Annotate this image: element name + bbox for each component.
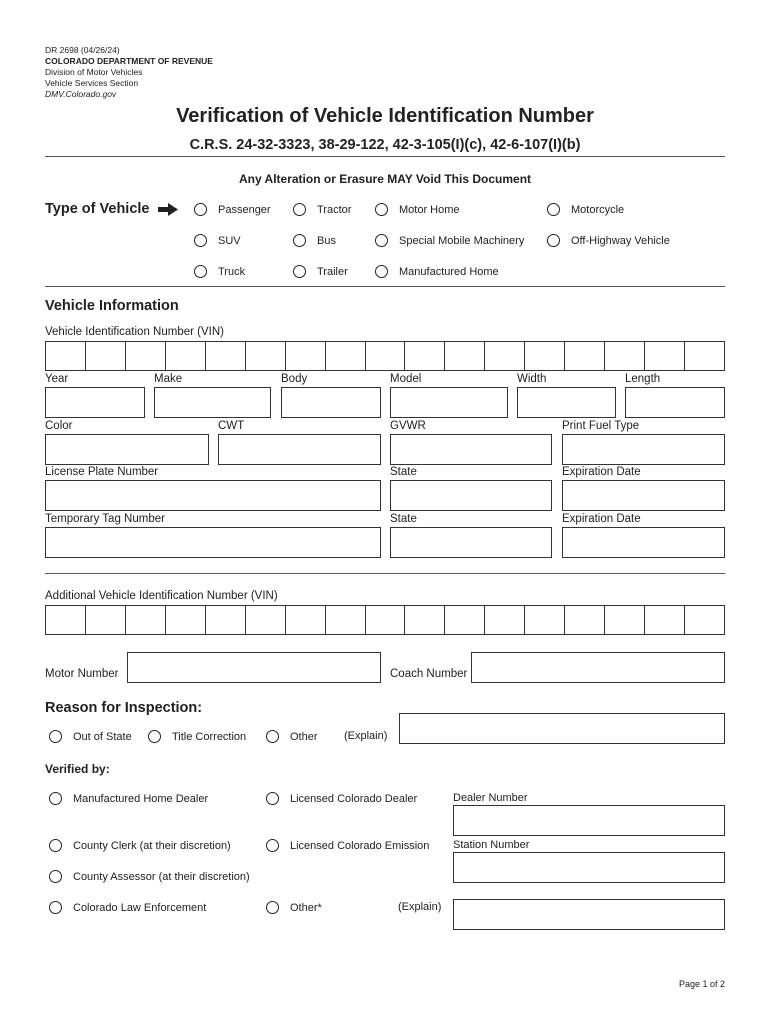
length-input[interactable] — [625, 387, 725, 418]
motor-number-input[interactable] — [127, 652, 381, 683]
manufactured-home-dealer-label: Manufactured Home Dealer — [73, 793, 209, 805]
model-label: Model — [390, 373, 422, 385]
radio-verified-other[interactable] — [266, 901, 279, 914]
option-off-highway-vehicle-label: Off-Highway Vehicle — [571, 235, 670, 247]
radio-licensed-emission[interactable] — [266, 839, 279, 852]
temp-tag-label: Temporary Tag Number — [45, 513, 165, 525]
reason-explain-input[interactable] — [399, 713, 725, 744]
coach-number-input[interactable] — [471, 652, 725, 683]
law-enforcement-label: Colorado Law Enforcement — [73, 902, 207, 914]
radio-county-clerk[interactable] — [49, 839, 62, 852]
plate-input[interactable] — [45, 480, 381, 511]
radio-law-enforcement[interactable] — [49, 901, 62, 914]
licensed-dealer-label: Licensed Colorado Dealer — [290, 793, 418, 805]
statutes: C.R.S. 24-32-3323, 38-29-122, 42-3-105(I)(c), 42-6-107(I)(b) — [189, 137, 581, 153]
radio-truck[interactable] — [194, 265, 207, 278]
gvwr-label: GVWR — [390, 420, 426, 432]
body-label: Body — [281, 373, 308, 385]
option-bus-label: Bus — [317, 235, 336, 247]
radio-manufactured-home[interactable] — [375, 265, 388, 278]
length-label: Length — [625, 373, 661, 385]
radio-out-of-state[interactable] — [49, 730, 62, 743]
page-title: Verification of Vehicle Identification Number — [176, 105, 594, 127]
reason-other-label: Other — [290, 731, 318, 743]
verified-explain-input[interactable] — [453, 899, 725, 930]
option-passenger-label: Passenger — [218, 204, 271, 216]
radio-passenger[interactable] — [194, 203, 207, 216]
cwt-input[interactable] — [218, 434, 381, 465]
fuel-type-input[interactable] — [562, 434, 725, 465]
option-special-mobile-machinery-label: Special Mobile Machinery — [399, 235, 525, 247]
option-motorcycle-label: Motorcycle — [571, 204, 625, 216]
color-label: Color — [45, 420, 73, 432]
make-label: Make — [154, 373, 183, 385]
plate-state-label: State — [390, 466, 417, 478]
section-name: Vehicle Services Section — [45, 78, 139, 88]
option-trailer-label: Trailer — [317, 266, 348, 278]
website-link[interactable]: DMV.Colorado.gov — [45, 89, 117, 99]
plate-expiration-label: Expiration Date — [562, 466, 641, 478]
radio-manufactured-home-dealer[interactable] — [49, 792, 62, 805]
make-input[interactable] — [154, 387, 271, 418]
radio-title-correction[interactable] — [148, 730, 161, 743]
radio-bus[interactable] — [293, 234, 306, 247]
vin-label: Vehicle Identification Number (VIN) — [45, 326, 224, 338]
cwt-label: CWT — [218, 420, 245, 432]
reason-heading: Reason for Inspection: — [45, 700, 203, 716]
fuel-type-label: Print Fuel Type — [562, 420, 640, 432]
option-motor-home-label: Motor Home — [399, 204, 460, 216]
vin-input-grid[interactable] — [45, 341, 725, 371]
motor-number-label: Motor Number — [45, 668, 119, 680]
radio-reason-other[interactable] — [266, 730, 279, 743]
model-input[interactable] — [390, 387, 508, 418]
temp-tag-expiration-input[interactable] — [562, 527, 725, 558]
temp-tag-input[interactable] — [45, 527, 381, 558]
dealer-number-input[interactable] — [453, 805, 725, 836]
station-number-label: Station Number — [453, 839, 530, 851]
arrow-right-icon — [158, 203, 178, 216]
radio-licensed-dealer[interactable] — [266, 792, 279, 805]
option-tractor-label: Tractor — [317, 204, 352, 216]
dealer-number-label: Dealer Number — [453, 792, 528, 804]
radio-suv[interactable] — [194, 234, 207, 247]
verified-explain-label: (Explain) — [398, 901, 442, 913]
additional-vin-input-grid[interactable] — [45, 605, 725, 635]
reason-out-of-state-label: Out of State — [73, 731, 132, 743]
divider — [45, 286, 725, 287]
radio-tractor[interactable] — [293, 203, 306, 216]
vehicle-info-heading: Vehicle Information — [45, 298, 179, 314]
plate-expiration-input[interactable] — [562, 480, 725, 511]
year-input[interactable] — [45, 387, 145, 418]
county-clerk-label: County Clerk (at their discretion) — [73, 840, 231, 852]
radio-off-highway-vehicle[interactable] — [547, 234, 560, 247]
warning-text: Any Alteration or Erasure MAY Void This Document — [238, 172, 532, 186]
county-assessor-label: County Assessor (at their discretion) — [73, 871, 250, 883]
page-number: Page 1 of 2 — [679, 979, 726, 989]
verified-other-label: Other* — [290, 902, 322, 914]
width-label: Width — [517, 373, 547, 385]
divider — [45, 573, 725, 574]
temp-tag-expiration-label: Expiration Date — [562, 513, 641, 525]
plate-label: License Plate Number — [45, 466, 159, 478]
vehicle-type-label: Type of Vehicle — [45, 201, 150, 217]
color-input[interactable] — [45, 434, 209, 465]
additional-vin-label: Additional Vehicle Identification Number (VIN) — [45, 590, 278, 602]
temp-tag-state-label: State — [390, 513, 417, 525]
option-manufactured-home-label: Manufactured Home — [399, 266, 499, 278]
form-id: DR 2698 (04/26/24) — [45, 45, 120, 55]
reason-explain-label: (Explain) — [344, 730, 388, 742]
radio-trailer[interactable] — [293, 265, 306, 278]
radio-special-mobile-machinery[interactable] — [375, 234, 388, 247]
department-name: COLORADO DEPARTMENT OF REVENUE — [45, 56, 213, 66]
coach-number-label: Coach Number — [390, 668, 468, 680]
year-label: Year — [45, 373, 69, 385]
gvwr-input[interactable] — [390, 434, 552, 465]
plate-state-input[interactable] — [390, 480, 552, 511]
option-truck-label: Truck — [218, 266, 246, 278]
width-input[interactable] — [517, 387, 616, 418]
verified-by-heading: Verified by: — [45, 762, 110, 776]
option-suv-label: SUV — [218, 235, 241, 247]
body-input[interactable] — [281, 387, 381, 418]
divider — [45, 156, 725, 157]
licensed-emission-label: Licensed Colorado Emission — [290, 840, 430, 852]
temp-tag-state-input[interactable] — [390, 527, 552, 558]
radio-motorcycle[interactable] — [547, 203, 560, 216]
station-number-input[interactable] — [453, 852, 725, 883]
radio-motor-home[interactable] — [375, 203, 388, 216]
radio-county-assessor[interactable] — [49, 870, 62, 883]
reason-title-correction-label: Title Correction — [172, 731, 247, 743]
division-name: Division of Motor Vehicles — [45, 67, 143, 77]
